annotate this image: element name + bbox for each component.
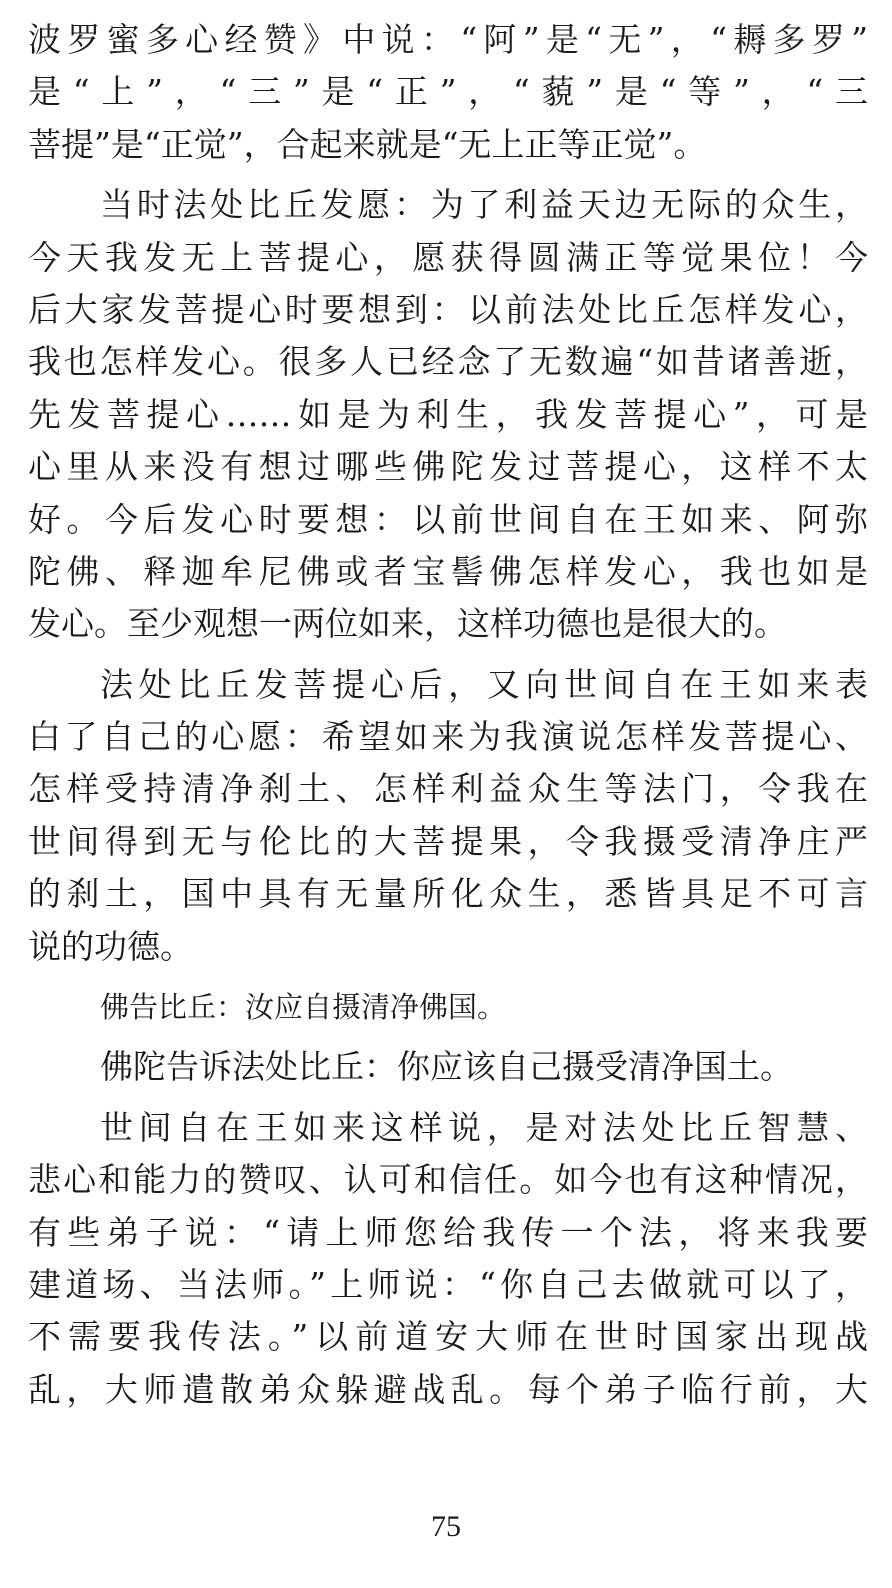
paragraph <box>28 179 868 651</box>
text-line: 我也怎样发心。很多人已经念了无数遍“如昔诸善逝， <box>28 342 868 382</box>
text-line: 发心。至少观想一两位如来，这样功德也是很大的。 <box>28 604 787 644</box>
text-line: 波罗蜜多心经赞》中说：“阿”是“无”，“耨多罗” <box>28 20 868 59</box>
text-line: 有些弟子说：“请上师您给我传一个法，将来我要 <box>28 1212 868 1252</box>
text-line: 好。今后发心时要想：以前世间自在王如来、阿弥 <box>28 499 868 539</box>
sutra-quote: 佛告比丘：汝应自摄清净佛国。 <box>100 990 507 1025</box>
text-line: 是“上”，“三”是“正”，“藐”是“等”，“三 <box>28 72 868 112</box>
text-line: 不需要我传法。”以前道安大师在世时国家出现战 <box>28 1317 868 1357</box>
page-body <box>28 14 868 1416</box>
text-line: 佛陀告诉法处比丘：你应该自己摄受清净国土。 <box>100 1047 793 1087</box>
text-line: 白了自己的心愿：希望如来为我演说怎样发菩提心、 <box>28 717 868 757</box>
paragraph <box>28 14 868 171</box>
text-line: 说的功德。 <box>28 926 193 966</box>
text-line: 乱，大师遣散弟众躲避战乱。每个弟子临行前，大 <box>28 1369 868 1409</box>
paragraph <box>28 659 868 973</box>
text-line: 法处比丘发菩提心后，又向世间自在王如来表 <box>100 664 868 704</box>
text-line: 后大家发菩提心时要想到：以前法处比丘怎样发心， <box>28 289 868 329</box>
text-line: 心里从来没有想过哪些佛陀发过菩提心，这样不太 <box>28 447 868 487</box>
text-line: 今天我发无上菩提心，愿获得圆满正等觉果位！今 <box>28 237 868 277</box>
paragraph <box>28 1102 868 1416</box>
text-line: 世间自在王如来这样说，是对法处比丘智慧、 <box>100 1107 868 1147</box>
page-number: 75 <box>431 1510 461 1543</box>
paragraph <box>28 1041 868 1093</box>
text-line: 悲心和能力的赞叹、认可和信任。如今也有这种情况， <box>28 1160 868 1200</box>
text-line: 世间得到无与伦比的大菩提果，令我摄受清净庄严 <box>28 821 868 861</box>
text-line: 的刹土，国中具有无量所化众生，悉皆具足不可言 <box>28 874 868 914</box>
text-line: 怎样受持清净刹土、怎样利益众生等法门，令我在 <box>28 769 868 809</box>
text-line: 当时法处比丘发愿：为了利益天边无际的众生， <box>100 185 868 225</box>
text-line: 建道场、当法师。”上师说：“你自己去做就可以了， <box>28 1264 868 1304</box>
text-line: 先发菩提心……如是为利生，我发菩提心”，可是 <box>28 394 868 434</box>
text-line: 菩提”是“正觉”，合起来就是“无上正等正觉”。 <box>28 124 707 164</box>
text-line: 陀佛、释迦牟尼佛或者宝髻佛怎样发心，我也如是 <box>28 551 868 591</box>
